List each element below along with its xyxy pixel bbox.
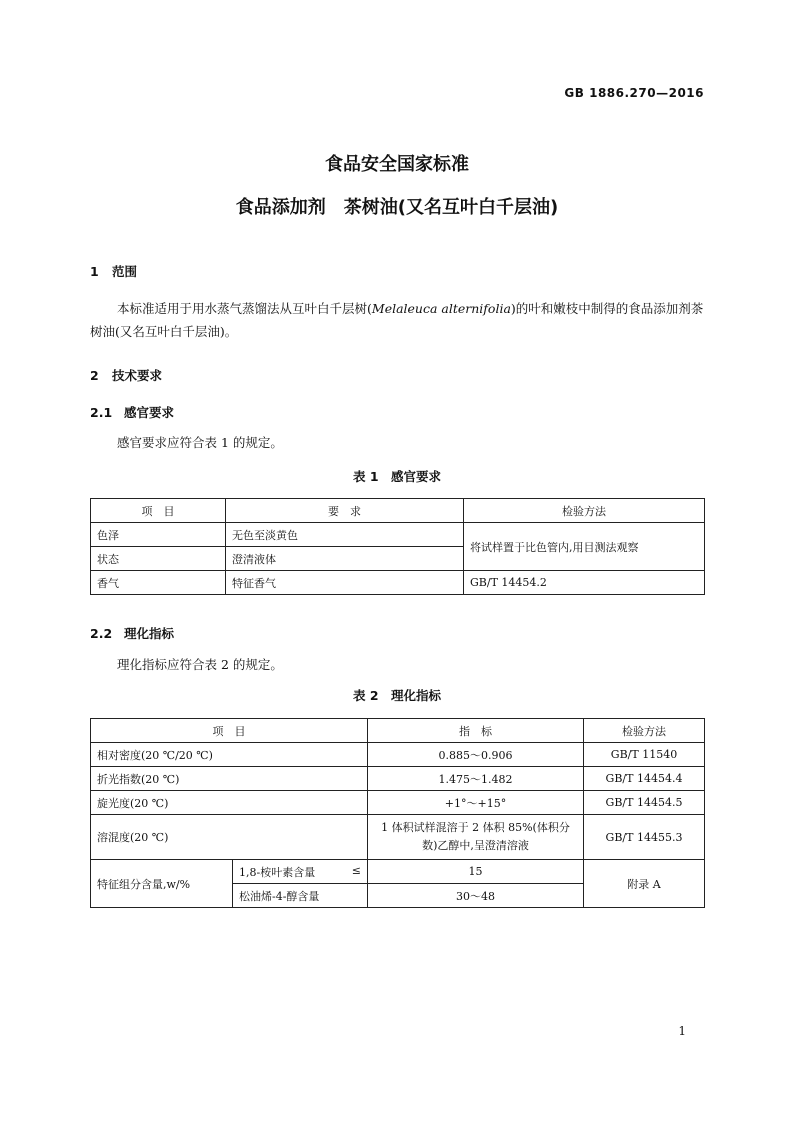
cell-group-label: 特征组分含量,w/% [91,860,233,908]
section-number: 2.1 [90,405,113,420]
table-row [91,860,705,884]
section-1-heading [90,262,137,280]
cell-method: GB/T 14455.3 [584,815,705,860]
table-row [91,743,705,767]
table-1-caption: 表 1 感官要求 [352,469,442,484]
section-title: 感官要求 [124,405,175,420]
cell-item: 状态 [91,547,226,571]
cell-item: 折光指数(20 ℃) [91,767,368,791]
cell-method: GB/T 14454.4 [584,767,705,791]
section-2-2-heading [90,624,174,642]
latin-name: Melaleuca alternifolia [371,301,511,316]
cell-value: 15 [368,860,584,884]
cell-requirement: 特征香气 [226,571,464,595]
section-title: 理化指标 [124,626,175,641]
cell-item: 色泽 [91,523,226,547]
cell-value: 0.885～0.906 [368,743,584,767]
cell-subitem: 松油烯-4-醇含量 [233,884,368,908]
cell-method: 附录 A [584,860,705,908]
header-method: 检验方法 [584,719,705,743]
cell-requirement: 澄清液体 [226,547,464,571]
section-number: 1 [90,264,99,279]
section-number: 2 [90,368,99,383]
cell-value: 1 体积试样混溶于 2 体积 85%(体积分数)乙醇中,呈澄清溶液 [368,815,584,860]
cell-value: 30～48 [368,884,584,908]
table-row [91,767,705,791]
cell-item: 旋光度(20 ℃) [91,791,368,815]
page-number: 1 [678,1024,686,1038]
section-2-1-text: 感官要求应符合表 1 的规定。 [117,435,283,450]
table-header-row [91,719,705,743]
table-row [91,791,705,815]
cell-subitem [233,860,368,884]
cell-value: 1.475～1.482 [368,767,584,791]
section-title: 范围 [112,264,138,279]
doc-title: 食品安全国家标准 [325,154,469,175]
cell-item: 香气 [91,571,226,595]
cell-requirement: 无色至淡黄色 [226,523,464,547]
cell-method: GB/T 14454.5 [584,791,705,815]
doc-subtitle: 食品添加剂 茶树油(又名互叶白千层油) [235,197,559,218]
scope-paragraph [90,297,705,343]
section-2-1-heading [90,403,174,421]
header-item: 项 目 [91,719,368,743]
cell-value: +1°～+15° [368,791,584,815]
table-row [91,815,705,860]
scope-text-b: )的叶和嫩枝中制得的食品添加剂茶树油(又名互叶白千层油)。 [90,301,704,339]
scope-text-a: 本标准适用于用水蒸气蒸馏法从互叶白千层树( [117,301,372,316]
section-2-heading [90,366,162,384]
header-requirement: 要 求 [226,499,464,523]
sensory-table [90,498,705,595]
cell-method: GB/T 14454.2 [464,571,705,595]
cell-item: 溶混度(20 ℃) [91,815,368,860]
standard-code: GB 1886.270—2016 [564,86,704,100]
section-number: 2.2 [90,626,113,641]
cell-method: GB/T 11540 [584,743,705,767]
table-2-caption: 表 2 理化指标 [352,688,442,703]
subitem-label: 1,8-桉叶素含量 [239,865,316,879]
header-value: 指 标 [368,719,584,743]
cell-item: 相对密度(20 ℃/20 ℃) [91,743,368,767]
lte-sign: ≤ [351,863,361,877]
table-row [91,523,705,547]
section-title: 技术要求 [112,368,163,383]
header-item: 项 目 [91,499,226,523]
section-2-2-text: 理化指标应符合表 2 的规定。 [117,657,283,672]
cell-method-merged: 将试样置于比色管内,用目测法观察 [464,523,705,571]
header-method: 检验方法 [464,499,705,523]
physicochemical-table [90,718,705,908]
table-header-row [91,499,705,523]
table-row [91,571,705,595]
